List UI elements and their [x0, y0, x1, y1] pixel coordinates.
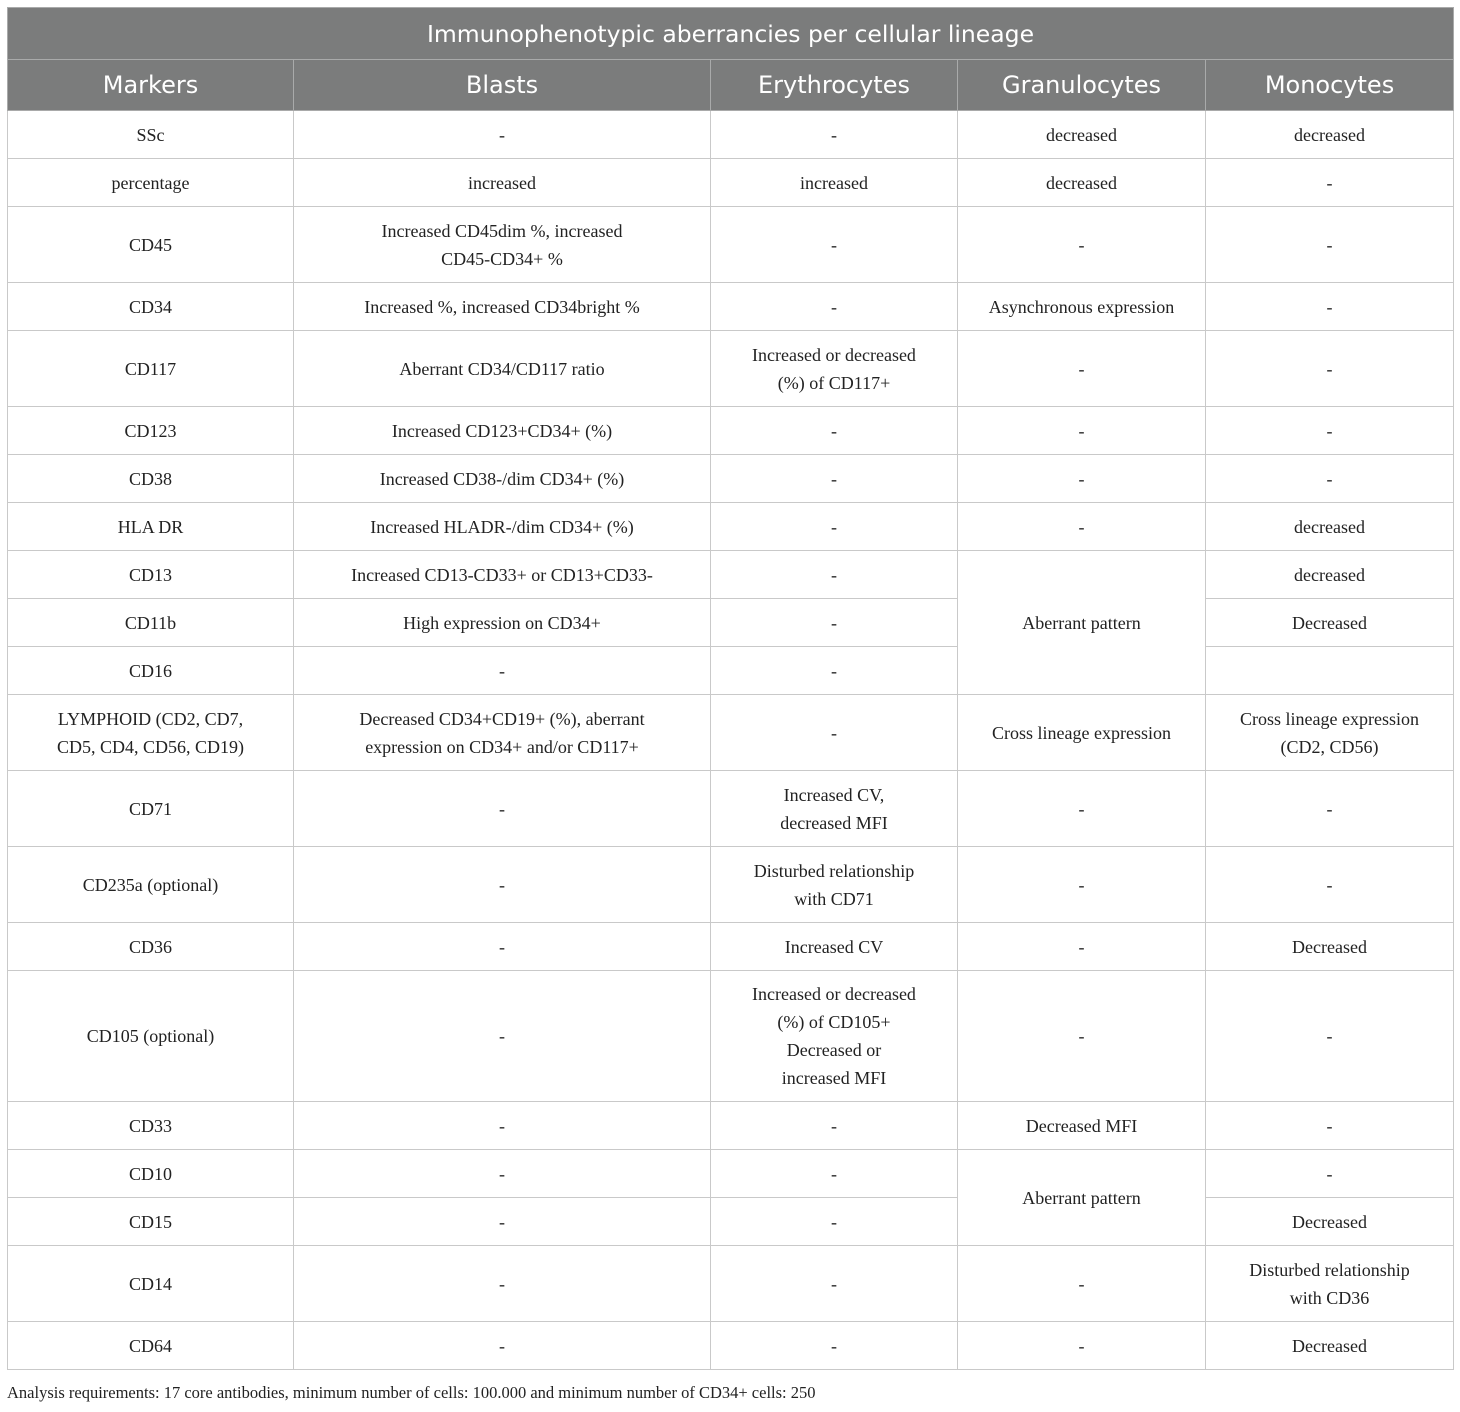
table-footnote: Analysis requirements: 17 core antibodies, minimum number of cells: 100.000 and minimum number of CD34+ cells: 250: [7, 1383, 816, 1402]
cell-marker: percentage: [8, 159, 294, 207]
cell-marker: CD45: [8, 207, 294, 283]
table-row-cd123: [8, 407, 1454, 455]
cell-marker: CD15: [8, 1198, 294, 1246]
header-erythrocytes: Erythrocytes: [711, 60, 958, 111]
table-row-cd11b: [8, 599, 1454, 647]
table-title: Immunophenotypic aberrancies per cellular lineage: [8, 8, 1454, 60]
cell-blasts: Increased %, increased CD34bright %: [294, 283, 711, 331]
cell-blasts: Increased CD123+CD34+ (%): [294, 407, 711, 455]
table-row-cd45: [8, 207, 1454, 283]
cell-line: Disturbed relationship: [753, 860, 915, 881]
cell-line: LYMPHOID (CD2, CD7,: [57, 708, 244, 729]
cell-line: with CD71: [794, 888, 874, 909]
cell-line: Increased or decreased: [752, 344, 916, 365]
cell-monocytes: Decreased: [1206, 1322, 1454, 1370]
cell-erythrocytes: increased: [711, 159, 958, 207]
cell-monocytes: -: [1206, 407, 1454, 455]
cell-monocytes: -: [1206, 847, 1454, 923]
cell-granulocytes: -: [958, 971, 1206, 1102]
cell-erythrocytes: [711, 771, 958, 847]
cell-line: CD5, CD4, CD56, CD19): [56, 736, 244, 757]
cell-line: Decreased CD34+CD19+ (%), aberrant: [359, 708, 645, 729]
cell-marker: CD117: [8, 331, 294, 407]
cell-erythrocytes: -: [711, 1102, 958, 1150]
cell-monocytes: -: [1206, 971, 1454, 1102]
cell-monocytes: -: [1206, 283, 1454, 331]
cell-marker: CD36: [8, 923, 294, 971]
cell-erythrocytes: -: [711, 551, 958, 599]
cell-marker: CD123: [8, 407, 294, 455]
cell-blasts: -: [294, 1198, 711, 1246]
cell-granulocytes-merged: Aberrant pattern: [958, 1150, 1206, 1246]
cell-erythrocytes: -: [711, 1198, 958, 1246]
table-row-cd36: [8, 923, 1454, 971]
cell-blasts: increased: [294, 159, 711, 207]
cell-granulocytes: -: [958, 407, 1206, 455]
header-granulocytes: Granulocytes: [958, 60, 1206, 111]
cell-marker: CD14: [8, 1246, 294, 1322]
cell-erythrocytes: -: [711, 695, 958, 771]
cell-granulocytes: -: [958, 503, 1206, 551]
cell-line: with CD36: [1289, 1287, 1370, 1308]
cell-marker: CD64: [8, 1322, 294, 1370]
cell-line: (CD2, CD56): [1280, 736, 1379, 757]
cell-monocytes: -: [1206, 331, 1454, 407]
cell-erythrocytes: -: [711, 599, 958, 647]
cell-marker: CD10: [8, 1150, 294, 1198]
cell-monocytes: Decreased: [1206, 599, 1454, 647]
cell-blasts: -: [294, 971, 711, 1102]
cell-blasts: Aberrant CD34/CD117 ratio: [294, 331, 711, 407]
cell-monocytes: [1206, 1246, 1454, 1322]
cell-blasts: Increased HLADR-/dim CD34+ (%): [294, 503, 711, 551]
cell-marker: CD235a (optional): [8, 847, 294, 923]
cell-granulocytes-merged: Aberrant pattern: [958, 551, 1206, 695]
cell-monocytes: -: [1206, 159, 1454, 207]
cell-erythrocytes: -: [711, 647, 958, 695]
table-row-cd14: [8, 1246, 1454, 1322]
table-row-cd105: [8, 971, 1454, 1102]
cell-line: CD45-CD34+ %: [441, 248, 563, 269]
cell-erythrocytes: -: [711, 1322, 958, 1370]
cell-erythrocytes: -: [711, 1150, 958, 1198]
cell-erythrocytes: [711, 847, 958, 923]
cell-marker: SSc: [8, 111, 294, 159]
table-row-hla-dr: [8, 503, 1454, 551]
cell-blasts: -: [294, 923, 711, 971]
cell-monocytes: -: [1206, 455, 1454, 503]
cell-monocytes: -: [1206, 771, 1454, 847]
cell-line: Increased CV,: [783, 784, 885, 805]
table-row-cd33: [8, 1102, 1454, 1150]
table-row-cd71: [8, 771, 1454, 847]
cell-blasts: -: [294, 1102, 711, 1150]
cell-granulocytes: -: [958, 847, 1206, 923]
cell-blasts: -: [294, 111, 711, 159]
cell-marker: CD13: [8, 551, 294, 599]
table-row-cd13: [8, 551, 1454, 599]
table-row-cd64: [8, 1322, 1454, 1370]
cell-granulocytes: -: [958, 207, 1206, 283]
table-row-percentage: [8, 159, 1454, 207]
table-row-cd34: [8, 283, 1454, 331]
cell-granulocytes: decreased: [958, 111, 1206, 159]
cell-monocytes: -: [1206, 207, 1454, 283]
cell-line: decreased MFI: [780, 812, 888, 833]
table-row-lymphoid: [8, 695, 1454, 771]
cell-monocytes: -: [1206, 1150, 1454, 1198]
cell-monocytes: decreased: [1206, 551, 1454, 599]
cell-blasts: -: [294, 1150, 711, 1198]
cell-blasts: Increased CD38-/dim CD34+ (%): [294, 455, 711, 503]
cell-line: increased MFI: [781, 1068, 887, 1088]
cell-erythrocytes: -: [711, 455, 958, 503]
table-row-cd38: [8, 455, 1454, 503]
cell-erythrocytes: [711, 331, 958, 407]
cell-monocytes: decreased: [1206, 111, 1454, 159]
cell-line: Increased CD45dim %, increased: [381, 220, 623, 241]
cell-granulocytes: -: [958, 1322, 1206, 1370]
cell-line: (%) of CD105+: [777, 1012, 891, 1032]
cell-marker: CD105 (optional): [8, 971, 294, 1102]
cell-monocytes: [1206, 695, 1454, 771]
header-markers: Markers: [8, 60, 294, 111]
cell-monocytes: Decreased: [1206, 1198, 1454, 1246]
cell-erythrocytes: -: [711, 407, 958, 455]
cell-granulocytes: -: [958, 455, 1206, 503]
cell-granulocytes: -: [958, 923, 1206, 971]
cell-granulocytes: -: [958, 1246, 1206, 1322]
cell-erythrocytes: -: [711, 207, 958, 283]
table-row-cd10: [8, 1150, 1454, 1198]
cell-marker: CD16: [8, 647, 294, 695]
cell-granulocytes: decreased: [958, 159, 1206, 207]
cell-monocytes: -: [1206, 1102, 1454, 1150]
cell-granulocytes: Asynchronous expression: [958, 283, 1206, 331]
header-monocytes: Monocytes: [1206, 60, 1454, 111]
cell-blasts: -: [294, 647, 711, 695]
cell-marker: CD71: [8, 771, 294, 847]
cell-granulocytes: Decreased MFI: [958, 1102, 1206, 1150]
cell-granulocytes: Cross lineage expression: [958, 695, 1206, 771]
cell-erythrocytes: -: [711, 503, 958, 551]
cell-blasts: [294, 695, 711, 771]
cell-blasts: -: [294, 1322, 711, 1370]
cell-blasts: -: [294, 1246, 711, 1322]
cell-line: expression on CD34+ and/or CD117+: [365, 736, 639, 757]
cell-monocytes: decreased: [1206, 503, 1454, 551]
table-row-cd117: [8, 331, 1454, 407]
cell-erythrocytes: -: [711, 111, 958, 159]
table-row-cd16: [8, 647, 1454, 695]
cell-blasts: -: [294, 771, 711, 847]
aberrancies-table: [7, 7, 1454, 1370]
cell-line: Increased or decreased: [752, 984, 916, 1004]
cell-line: Disturbed relationship: [1249, 1259, 1410, 1280]
cell-erythrocytes: [711, 971, 958, 1102]
cell-granulocytes: -: [958, 331, 1206, 407]
table-row-ssc: [8, 111, 1454, 159]
cell-marker: CD33: [8, 1102, 294, 1150]
cell-line: Decreased or: [786, 1040, 882, 1060]
cell-erythrocytes: Increased CV: [711, 923, 958, 971]
cell-blasts: [294, 207, 711, 283]
table-row-cd235a: [8, 847, 1454, 923]
cell-erythrocytes: -: [711, 283, 958, 331]
cell-erythrocytes: -: [711, 1246, 958, 1322]
header-blasts: Blasts: [294, 60, 711, 111]
cell-blasts: High expression on CD34+: [294, 599, 711, 647]
cell-blasts: -: [294, 847, 711, 923]
cell-granulocytes: -: [958, 771, 1206, 847]
cell-line: Cross lineage expression: [1240, 708, 1419, 729]
table-container: [7, 7, 1453, 1370]
cell-marker: CD11b: [8, 599, 294, 647]
cell-monocytes: Decreased: [1206, 923, 1454, 971]
cell-monocytes: [1206, 647, 1454, 695]
cell-blasts: Increased CD13-CD33+ or CD13+CD33-: [294, 551, 711, 599]
cell-marker: CD38: [8, 455, 294, 503]
table-row-cd15: [8, 1198, 1454, 1246]
cell-marker: [8, 695, 294, 771]
cell-marker: HLA DR: [8, 503, 294, 551]
cell-marker: CD34: [8, 283, 294, 331]
cell-line: (%) of CD117+: [777, 372, 891, 393]
